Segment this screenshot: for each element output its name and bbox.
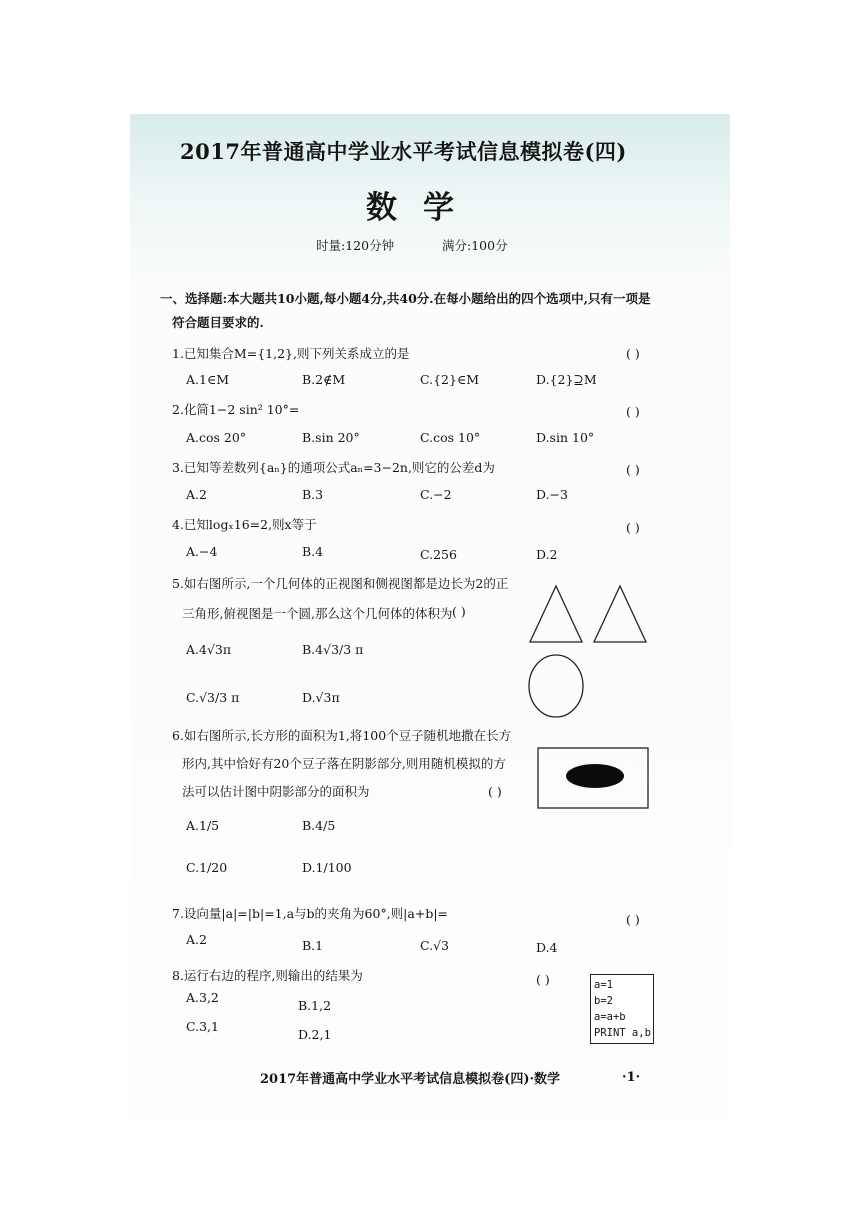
q3-option-b: B.3 <box>302 487 324 502</box>
question-4-stem: 4.已知logₓ16=2,则x等于 <box>172 517 317 532</box>
page-footer: 2017年普通高中学业水平考试信息模拟卷(四)·数学 <box>260 1072 561 1087</box>
program-box <box>590 974 654 1044</box>
section-heading-line2: 符合题目要求的. <box>172 315 264 330</box>
q1-option-c: C.{2}∈M <box>420 372 480 387</box>
question-6-stem-line1: 6.如右图所示,长方形的面积为1,将100个豆子随机地撒在长方 <box>172 728 512 743</box>
question-6-stem-line3: 法可以估计图中阴影部分的面积为 <box>182 784 370 799</box>
question-3-answer-blank: ( ) <box>626 462 640 477</box>
page-number: ·1· <box>622 1070 641 1085</box>
section-heading-line1: 一、选择题:本大题共10小题,每小题4分,共40分.在每小题给出的四个选项中,只有一项是 <box>160 291 651 306</box>
q3-option-d: D.−3 <box>536 487 568 502</box>
q5-option-a: A.4√3π <box>186 642 232 657</box>
q6-option-d: D.1/100 <box>302 860 352 875</box>
program-line-4: PRINT a,b <box>594 1027 651 1039</box>
q7-option-b: B.1 <box>302 938 324 953</box>
shaded-region <box>566 764 624 788</box>
q6-option-c: C.1/20 <box>186 860 228 875</box>
question-7-stem: 7.设向量|a|=|b|=1,a与b的夹角为60°,则|a+b|= <box>172 906 449 921</box>
q5-option-d: D.√3π <box>302 690 340 705</box>
q2-option-d: D.sin 10° <box>536 430 595 445</box>
q4-option-a: A.−4 <box>186 544 218 559</box>
q1-option-d: D.{2}⊇M <box>536 372 597 387</box>
q8-option-b: B.1,2 <box>298 998 332 1013</box>
q2-option-a: A.cos 20° <box>186 430 247 445</box>
q4-option-b: B.4 <box>302 544 324 559</box>
time-limit: 时量:120分钟 <box>316 238 395 253</box>
question-3-stem: 3.已知等差数列{aₙ}的通项公式aₙ=3−2n,则它的公差d为 <box>172 460 495 475</box>
question-8-answer-blank: ( ) <box>536 972 550 987</box>
q5-option-b: B.4√3/3 π <box>302 642 364 657</box>
question-6-stem-line2: 形内,其中恰好有20个豆子落在阴影部分,则用随机模拟的方 <box>182 756 506 771</box>
q8-option-c: C.3,1 <box>186 1019 219 1034</box>
question-5-stem-line1: 5.如右图所示,一个几何体的正视图和侧视图都是边长为2的正 <box>172 576 509 591</box>
q5-three-view-figure <box>524 580 654 722</box>
question-5-answer-blank: ( ) <box>452 604 466 619</box>
exam-title: 2017年普通高中学业水平考试信息模拟卷(四) <box>180 139 627 164</box>
q4-option-d: D.2 <box>536 547 558 562</box>
question-1-answer-blank: ( ) <box>626 346 640 361</box>
question-1-stem: 1.已知集合M={1,2},则下列关系成立的是 <box>172 346 410 361</box>
question-2-stem: 2.化简1−2 sin² 10°= <box>172 402 300 417</box>
question-2-answer-blank: ( ) <box>626 404 640 419</box>
q2-option-b: B.sin 20° <box>302 430 360 445</box>
q6-option-b: B.4/5 <box>302 818 336 833</box>
program-line-2: b=2 <box>594 995 613 1007</box>
q6-option-a: A.1/5 <box>186 818 220 833</box>
subject-title: 数学 <box>366 190 480 226</box>
q1-option-a: A.1∈M <box>186 372 230 387</box>
top-view-circle <box>529 655 583 717</box>
question-8-stem: 8.运行右边的程序,则输出的结果为 <box>172 968 363 983</box>
exam-paper <box>130 114 730 1118</box>
q3-option-a: A.2 <box>186 487 207 502</box>
q2-option-c: C.cos 10° <box>420 430 481 445</box>
question-6-answer-blank: ( ) <box>488 784 502 799</box>
q7-option-d: D.4 <box>536 940 558 955</box>
question-7-answer-blank: ( ) <box>626 912 640 927</box>
side-view-triangle <box>594 586 646 642</box>
q7-option-a: A.2 <box>186 932 207 947</box>
front-view-triangle <box>530 586 582 642</box>
q6-rectangle-figure <box>536 746 652 812</box>
program-line-3: a=a+b <box>594 1011 626 1023</box>
q5-option-c: C.√3/3 π <box>186 690 240 705</box>
q8-option-a: A.3,2 <box>186 990 219 1005</box>
question-5-stem-line2: 三角形,俯视图是一个圆,那么这个几何体的体积为 <box>182 606 453 621</box>
q3-option-c: C.−2 <box>420 487 452 502</box>
q4-option-c: C.256 <box>420 547 457 562</box>
q1-option-b: B.2∉M <box>302 372 346 387</box>
q7-option-c: C.√3 <box>420 938 450 953</box>
question-4-answer-blank: ( ) <box>626 520 640 535</box>
q8-option-d: D.2,1 <box>298 1027 332 1042</box>
program-line-1: a=1 <box>594 979 613 991</box>
full-score: 满分:100分 <box>442 238 508 253</box>
